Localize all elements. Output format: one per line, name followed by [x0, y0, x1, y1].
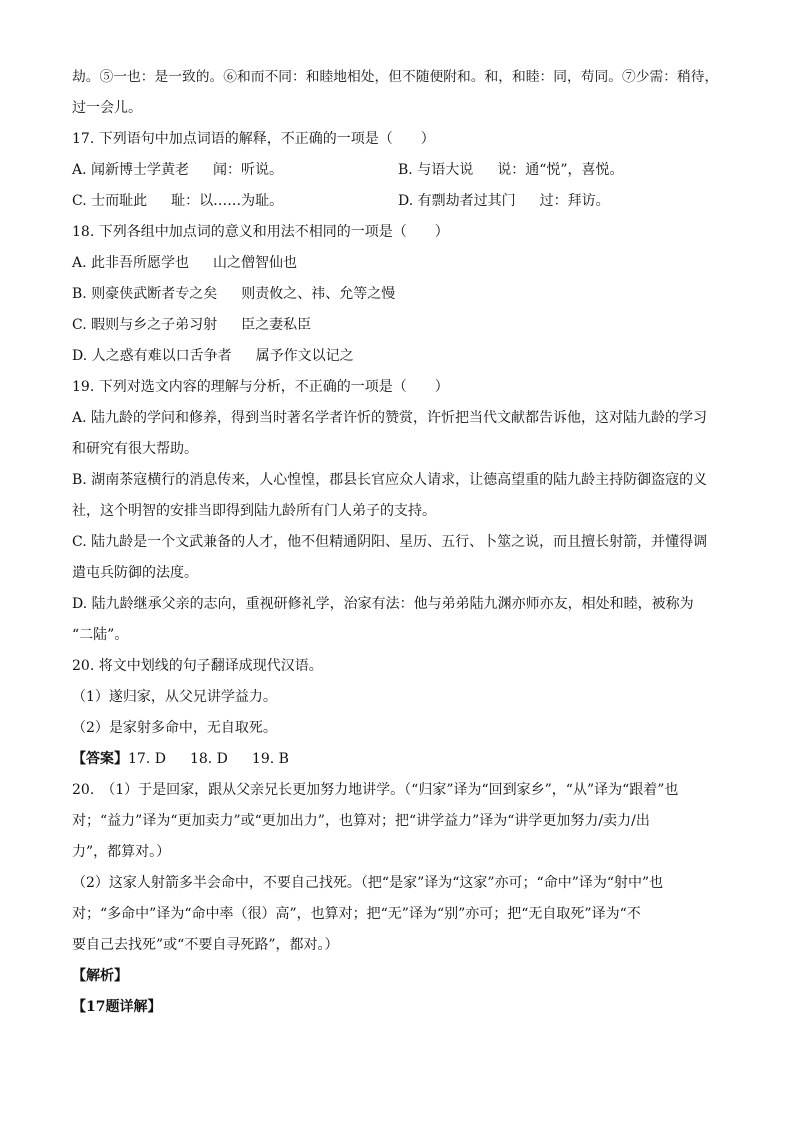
intro-line-2: 过一会儿。	[72, 100, 142, 116]
option-sentence-1: 人之惑有难以口舌争者	[91, 348, 232, 364]
q17-option-a	[72, 155, 398, 186]
q19-option-d-line-2: “二陆”。	[72, 627, 129, 643]
option-gloss: 说：通“悦”，喜悦。	[497, 162, 624, 178]
option-sentence-2: 山之僧智仙也	[213, 255, 298, 271]
option-sentence-2: 臣之妻私臣	[241, 317, 312, 333]
option-gloss: 闻：听说。	[213, 162, 284, 178]
q19-option-c-line-1: C. 陆九龄是一个文武兼备的人才，他不但精通阴阳、星历、五行、卜筮之说，而且擅长射箭，并懂得调	[72, 534, 708, 550]
option-sentence-1: 暇则与乡之子弟习射	[91, 317, 218, 333]
option-label: A.	[72, 162, 87, 178]
q17-options-row-2	[72, 186, 724, 217]
option-sentence-1: 此非吾所愿学也	[91, 255, 190, 271]
detail-17-heading: 【17题详解】	[72, 999, 162, 1015]
option-label: B.	[72, 286, 87, 302]
analysis-heading: 【解析】	[72, 968, 128, 984]
q18-option-b	[72, 279, 724, 310]
option-sentence-1: 则豪侠武断者专之矣	[91, 286, 218, 302]
q17-option-c	[72, 186, 398, 217]
q19-option-d-line-1: D. 陆九龄继承父亲的志向，重视研修礼学，治家有法：他与弟弟陆九渊亦师亦友，相处和睦，被称为	[72, 596, 694, 612]
q20-item-2: （2）是家射多命中，无自取死。	[72, 720, 277, 736]
q18-option-c	[72, 310, 724, 341]
q17-options-row-1	[72, 155, 724, 186]
answer-20-line-1: 20. （1）于是回家，跟从父亲兄长更加努力地讲学。（“归家”译为“回到家乡”，“从”译为“跟着”也	[72, 782, 679, 798]
answer-19: 19. B	[251, 751, 289, 767]
answer-20-line-2: 对；“益力”译为“更加卖力”或“更加出力”，也算对；把“讲学益力”译为“讲学更加努力/卖力/出	[72, 813, 650, 829]
answer-line	[72, 744, 724, 775]
q17-option-b	[398, 155, 724, 186]
answer-20-line-6: 要自己去找死”或“不要自寻死路”，都对。）	[72, 937, 339, 953]
answer-17: 17. D	[128, 751, 166, 767]
option-label: C.	[72, 317, 87, 333]
q20-item-1: （1）遂归家，从父兄讲学益力。	[72, 689, 277, 705]
option-gloss: 耻：以……为耻。	[171, 193, 284, 209]
q19-option-a-line-2: 和研究有很大帮助。	[72, 441, 198, 457]
q19-option-b-line-2: 社，这个明智的安排当即得到陆九龄所有门人弟子的支持。	[72, 503, 436, 519]
option-label: A.	[72, 255, 87, 271]
q19-option-a-line-1: A. 陆九龄的学问和修养，得到当时著名学者许忻的赞赏，许忻把当代文献都告诉他，这对陆九龄的学习	[72, 410, 708, 426]
answer-20-line-3: 力”，都算对。）	[72, 844, 171, 860]
intro-line-1: 劫。⑤一也：是一致的。⑥和而不同：和睦地相处，但不随便附和。和，和睦：同，苟同。⑦少需：稍待，	[72, 69, 719, 85]
answer-tag: 【答案】	[72, 751, 128, 767]
option-text: 有剽劫者过其门	[417, 193, 516, 209]
option-label: C.	[72, 193, 87, 209]
q19-option-b-line-1: B. 湖南茶寇横行的消息传来，人心惶惶，郡县长官应众人请求，让德高望重的陆九龄主持防御盗寇的义	[72, 472, 708, 488]
option-sentence-2: 则责攸之、祎、允等之慢	[241, 286, 396, 302]
q18-option-a	[72, 248, 724, 279]
option-sentence-2: 属予作文以记之	[255, 348, 354, 364]
q19-stem: 19. 下列对选文内容的理解与分析，不正确的一项是（ ）	[72, 379, 449, 395]
answer-20-line-5: 对；“多命中”译为“命中率（很）高”，也算对；把“无”译为“别”亦可；把“无自取死”译为“不	[72, 906, 641, 922]
q20-stem: 20. 将文中划线的句子翻译成现代汉语。	[72, 658, 323, 674]
document-page	[72, 62, 724, 1023]
option-label: B.	[398, 162, 413, 178]
option-gloss: 过：拜访。	[539, 193, 610, 209]
answer-18: 18. D	[189, 751, 228, 767]
q18-stem: 18. 下列各组中加点词的意义和用法不相同的一项是（ ）	[72, 224, 449, 240]
q19-option-c-line-2: 遣屯兵防御的法度。	[72, 565, 198, 581]
option-label: D.	[398, 193, 414, 209]
answer-20-line-4: （2）这家人射箭多半会命中，不要自己找死。（把“是家”译为“这家”亦可；“命中”译为“射中”也	[72, 875, 664, 891]
option-text: 闻新博士学黄老	[91, 162, 190, 178]
q17-stem: 17. 下列语句中加点词语的解释，不正确的一项是（ ）	[72, 131, 435, 147]
q18-option-d	[72, 341, 724, 372]
option-text: 士而耻此	[91, 193, 148, 209]
option-label: D.	[72, 348, 88, 364]
q17-option-d	[398, 186, 724, 217]
option-text: 与语大说	[417, 162, 474, 178]
